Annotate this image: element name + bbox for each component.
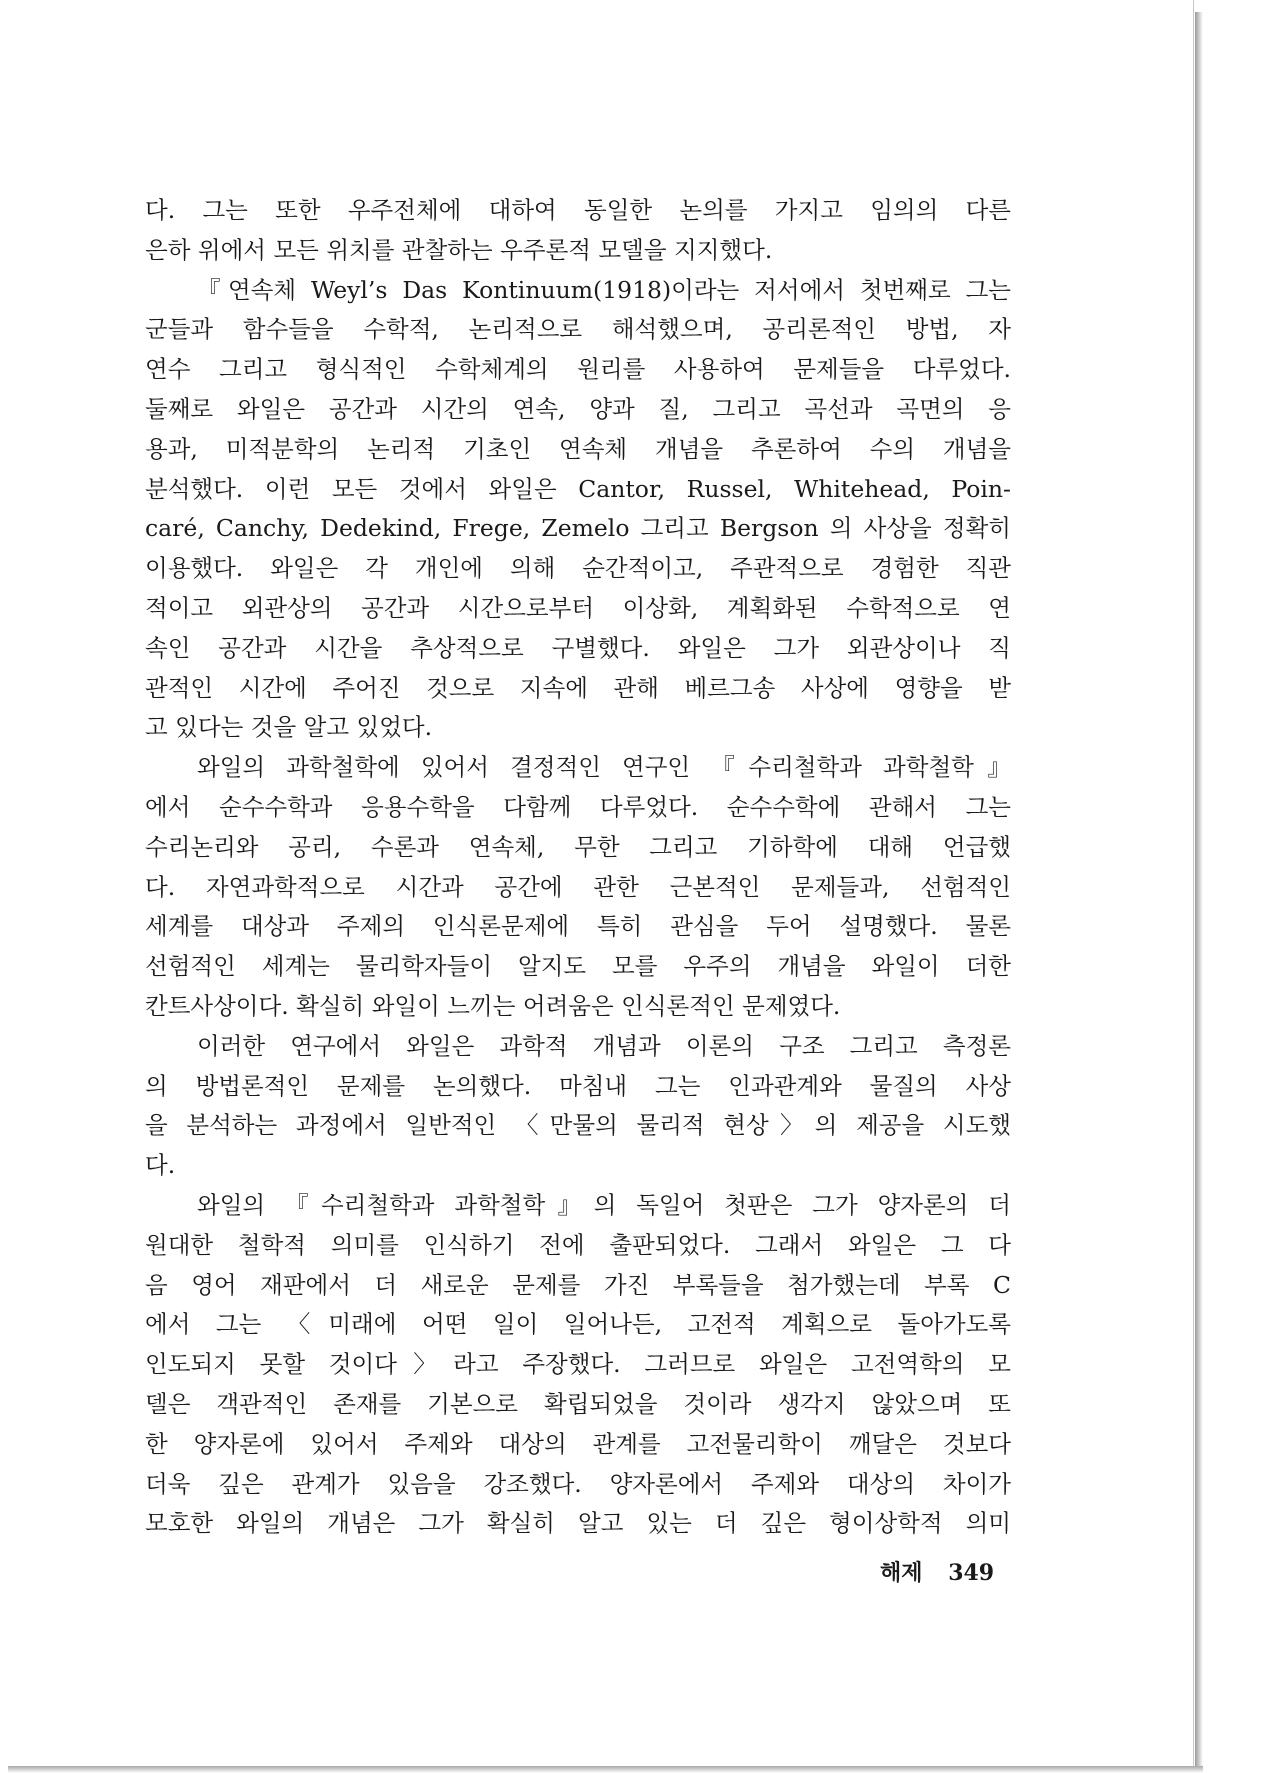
text-line: 은하 위에서 모든 위치를 관찰하는 우주론적 모델을 지지했다.: [145, 235, 773, 264]
page-number: 349: [948, 1560, 995, 1586]
text-line: 적이고 외관상의 공간과 시간으로부터 이상화, 계획화된 수학적으로 연: [145, 593, 1011, 622]
text-line: 관적인 시간에 주어진 것으로 지속에 관해 베르그송 사상에 영향을 받: [145, 673, 1011, 702]
text-line: 다.: [145, 1151, 176, 1180]
text-line: 더욱 깊은 관계가 있음을 강조했다. 양자론에서 주제와 대상의 차이가: [145, 1469, 1011, 1498]
text-line: 속인 공간과 시간을 추상적으로 구별했다. 와일은 그가 외관상이나 직: [145, 633, 1011, 662]
text-line: 이용했다. 와일은 각 개인에 의해 순간적이고, 주관적으로 경험한 직관: [145, 554, 1011, 583]
text-line: 의 방법론적인 문제를 논의했다. 마침내 그는 인과관계와 물질의 사상: [145, 1071, 1011, 1100]
text-line: 에서 순수수학과 응용수학을 다함께 다루었다. 순수수학에 관해서 그는: [145, 792, 1011, 821]
text-line: 다. 자연과학적으로 시간과 공간에 관한 근본적인 문제들과, 선험적인: [145, 872, 1011, 901]
text-line: 와일의 『수리철학과 과학철학』의 독일어 첫판은 그가 양자론의 더: [197, 1190, 1011, 1219]
text-line: 한 양자론에 있어서 주제와 대상의 관계를 고전물리학이 깨달은 것보다: [145, 1429, 1011, 1458]
text-line: 『연속체 Weyl’s Das Kontinuum(1918)이라는 저서에서 첫번째로 그는: [197, 275, 1011, 304]
page-bottom-shadow: [8, 1766, 1203, 1773]
text-line: 원대한 철학적 의미를 인식하기 전에 출판되었다. 그래서 와일은 그 다: [145, 1230, 1011, 1259]
text-line: 군들과 함수들을 수학적, 논리적으로 해석했으며, 공리론적인 방법, 자: [145, 315, 1011, 344]
text-line: 선험적인 세계는 물리학자들이 알지도 모를 우주의 개념을 와일이 더한: [145, 952, 1011, 981]
text-line: 고 있다는 것을 알고 있었다.: [145, 713, 433, 742]
body-text: [145, 191, 1011, 1544]
text-line: 와일의 과학철학에 있어서 결정적인 연구인 『수리철학과 과학철학』: [197, 753, 1011, 782]
text-line: 음 영어 재판에서 더 새로운 문제를 가진 부록들을 첨가했는데 부록 C: [145, 1270, 1011, 1299]
text-line: 분석했다. 이런 모든 것에서 와일은 Cantor, Russel, Whitehead, Poin-: [145, 474, 1011, 503]
page-folio: [880, 1556, 1030, 1587]
text-line: 세계를 대상과 주제의 인식론문제에 특히 관심을 두어 설명했다. 물론: [145, 912, 1011, 941]
text-line: 을 분석하는 과정에서 일반적인 〈만물의 물리적 현상〉의 제공을 시도했: [145, 1111, 1011, 1140]
text-line: 모호한 와일의 개념은 그가 확실히 알고 있는 더 깊은 형이상학적 의미: [145, 1509, 1011, 1538]
folio-section-label: 해제: [880, 1560, 923, 1586]
text-line: 연수 그리고 형식적인 수학체계의 원리를 사용하여 문제들을 다루었다.: [145, 355, 1011, 384]
text-line: 둘째로 와일은 공간과 시간의 연속, 양과 질, 그리고 곡선과 곡면의 응: [145, 394, 1011, 423]
text-line: 다. 그는 또한 우주전체에 대하여 동일한 논의를 가지고 임의의 다른: [145, 196, 1011, 224]
text-line: 인도되지 못할 것이다〉라고 주장했다. 그러므로 와일은 고전역학의 모: [145, 1350, 1011, 1379]
text-line: 수리논리와 공리, 수론과 연속체, 무한 그리고 기하학에 대해 언급했: [145, 832, 1011, 861]
page-edge-shadow: [1195, 12, 1203, 1773]
text-line: 칸트사상이다. 확실히 와일이 느끼는 어려움은 인식론적인 문제였다.: [145, 991, 841, 1020]
text-line: caré, Canchy, Dedekind, Frege, Zemelo 그리고 Bergson 의 사상을 정확히: [145, 514, 1011, 543]
text-line: 이러한 연구에서 와일은 과학적 개념과 이론의 구조 그리고 측정론: [197, 1031, 1011, 1060]
text-line: 델은 객관적인 존재를 기본으로 확립되었을 것이라 생각지 않았으며 또: [145, 1389, 1011, 1418]
text-line: 용과, 미적분학의 논리적 기초인 연속체 개념을 추론하여 수의 개념을: [145, 434, 1011, 463]
text-line: 에서 그는 〈미래에 어떤 일이 일어나든, 고전적 계획으로 돌아가도록: [145, 1310, 1011, 1339]
